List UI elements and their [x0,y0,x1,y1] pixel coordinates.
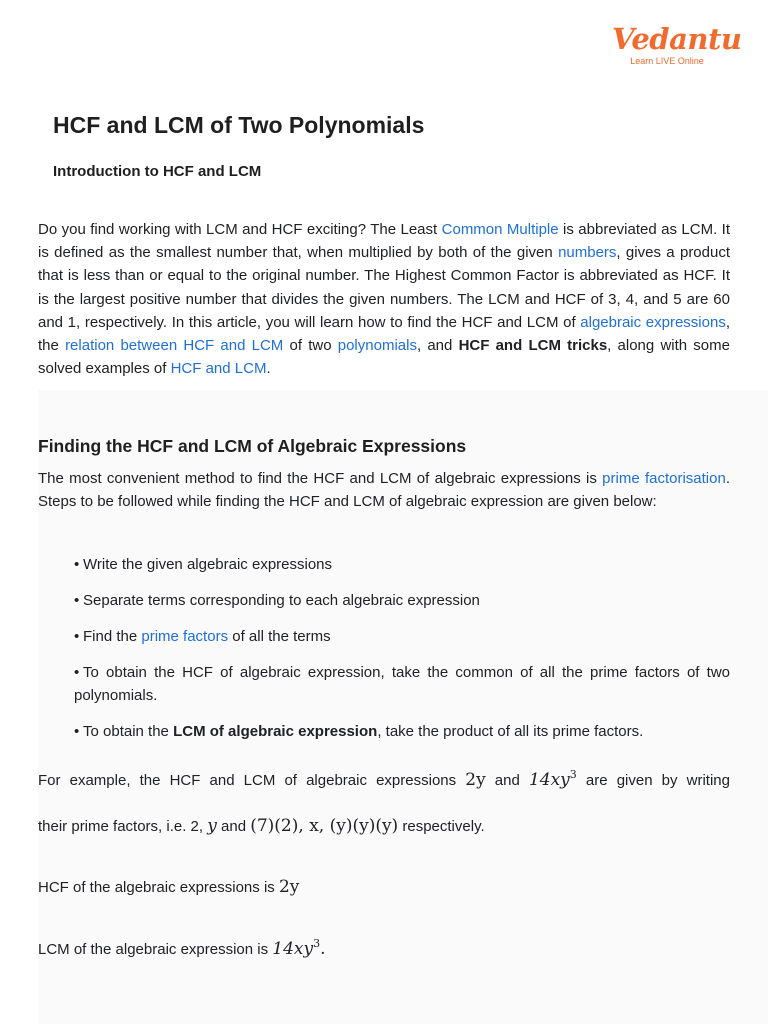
section-text-1: The most convenient method to find the HCF and LCM of algebraic expressions is [38,470,603,487]
bullet-dot: • [74,592,80,609]
intro-text-2: is abbreviated as LCM. It is defined as the smallest number that, when multiplied by both of the given [38,221,730,262]
step-text: Write the given algebraic expressions [83,556,333,573]
bold-lcm-of-algebraic-expression: LCM of algebraic expression [173,723,378,740]
math-lcm-expr [272,939,325,959]
math-factors: (7)(2), x, (y)(y)(y) [250,816,399,836]
intro-text-8: . [266,360,271,378]
example-text-2: are given by writing [576,772,730,789]
link-numbers[interactable]: numbers [558,244,617,262]
math-expr-base: 14xy [528,770,570,790]
step-text: To obtain the HCF of algebraic expression, take the common of all the prime factors of two polynomials. [74,664,730,704]
link-hcf-and-lcm[interactable]: HCF and LCM [170,360,267,378]
section-heading: Finding the HCF and LCM of Algebraic Expressions [38,436,467,456]
list-item [74,661,730,707]
bullet-dot: • [74,628,80,645]
section-paragraph [38,467,730,513]
intro-text-5: of two [283,337,338,355]
example-text-1: For example, the HCF and LCM of algebraic expressions [38,772,466,789]
math-y [207,816,217,836]
list-item [74,589,730,612]
math-lcm-base: 14xy [272,939,314,959]
hcf-text: HCF of the algebraic expressions is [38,879,279,896]
intro-text-1: Do you find working with LCM and HCF exciting? The Least [38,221,442,238]
bold-hcf-lcm-tricks: HCF and LCM tricks [458,337,608,355]
section-text-2: . Steps to be followed while finding the HCF and LCM of algebraic expression are given below: [38,470,730,511]
link-prime-factorisation[interactable]: prime factorisation [602,470,726,487]
example-text-3: their prime factors, i.e. 2, [38,818,208,835]
math-exponent: 3 [569,768,577,781]
intro-text-7: , along with some solved examples of [38,337,730,378]
math-expr-2y: 2y [465,770,486,790]
link-polynomials[interactable]: polynomials [337,337,417,355]
step-text: To obtain the [83,723,174,740]
bullet-dot: • [74,723,80,740]
example-text-4: respectively. [398,818,485,835]
intro-paragraph [38,218,730,380]
math-y-var: y [207,816,217,836]
math-lcm-period: . [320,939,326,959]
example-line-1 [38,768,730,790]
vedantu-logo[interactable] [612,22,742,74]
link-relation-hcf-lcm[interactable]: relation between HCF and LCM [65,337,284,355]
list-item [74,720,730,743]
link-algebraic-expressions[interactable]: algebraic expressions [580,313,726,331]
list-item [74,553,730,576]
lcm-result-line [38,937,326,959]
bullet-dot: • [74,664,80,681]
link-common-multiple[interactable]: Common Multiple [441,221,559,238]
link-prime-factors[interactable]: prime factors [141,628,229,645]
math-lcm-exponent: 3 [313,937,321,950]
math-expr-14xy3 [529,770,577,790]
lcm-text: LCM of the algebraic expression is [38,941,273,958]
example-and: and [485,772,529,789]
page-subtitle: Introduction to HCF and LCM [53,163,262,180]
intro-text-4: , the [38,313,730,355]
example-line-2 [38,816,485,836]
bullet-dot: • [74,556,80,573]
step-text: , take the product of all its prime factors. [377,723,644,740]
hcf-result-line [38,877,299,897]
math-hcf-expr: 2y [278,877,300,897]
step-text: Find the [83,628,142,645]
page-title: HCF and LCM of Two Polynomials [53,112,425,138]
list-item [74,625,730,648]
intro-text-6: , and [416,337,459,355]
intro-text-3: , gives a product that is less than or equal to the original number. The Highest Common Factor is abbreviated as HCF. It is the largest positive number that divides the given numbers. The LCM and HCF of 3, 4, and 5 are 60 and 1, respectively. In this article, you will learn how to find the HCF and LCM of [38,244,731,331]
step-text: of all the terms [228,628,331,645]
step-text: Separate terms corresponding to each algebraic expression [83,592,480,609]
logo-tagline: Learn LIVE Online [630,56,704,66]
logo-wordmark: Vedantu [612,22,742,56]
example-and-2: and [216,818,251,835]
